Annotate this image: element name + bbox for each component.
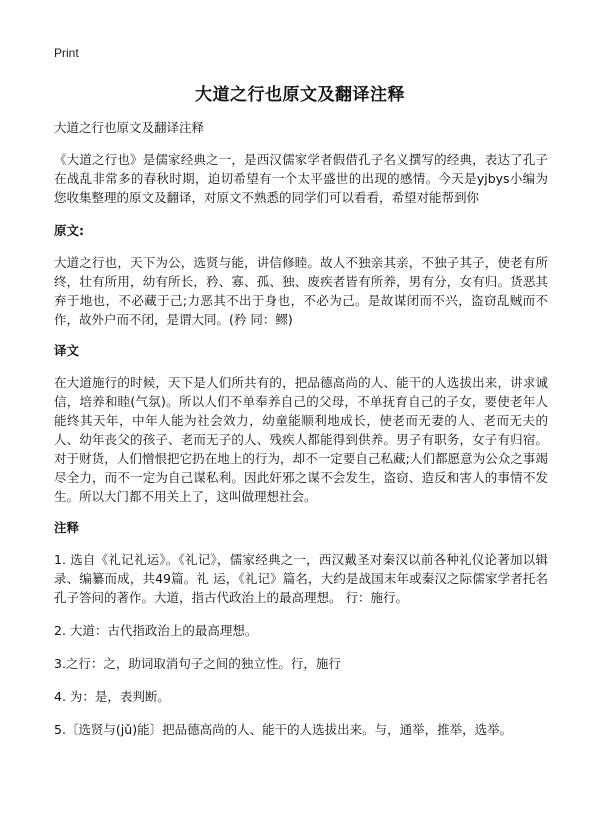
translation-heading: 译文 — [54, 343, 80, 358]
note-item: 5.〔选贤与(jǔ)能〕把品德高尚的人、能干的人选拔出来。与，通举，推举，选举。 — [54, 722, 513, 737]
note-item: 4. 为：是，表判断。 — [54, 689, 170, 704]
document-subtitle: 大道之行也原文及翻译注释 — [54, 120, 205, 135]
original-text: 大道之行也，天下为公，选贤与能，讲信修睦。故人不独亲其亲，不独子其子，使老有所终，壮有所用，幼有所长，矜、寡、孤、独、废疾者皆有所养，男有分，女有归。货恶其弃于地也，不必藏于己;力恶其不出于身也，不必为己。是故谋闭而不兴，盗窃乱贼而不作，故外户而不闭，是谓大同。(矜 同：鳏) — [54, 255, 548, 327]
note-item: 3.之行：之，助词取消句子之间的独立性。行，施行 — [54, 656, 341, 671]
intro-paragraph: 《大道之行也》是儒家经典之一，是西汉儒家学者假借孔子名义撰写的经典，表达了孔子在战乱非常多的春秋时期，迫切希望有一个太平盛世的出现的感情。今天是yjbys小编为您收集整理的原文及翻译，对原文不熟悉的同学们可以看看，希望对能帮到你 — [54, 152, 548, 205]
notes-heading: 注释 — [54, 520, 80, 535]
document-body — [54, 118, 548, 753]
original-heading: 原文: — [54, 223, 84, 238]
print-link[interactable]: Print — [54, 46, 79, 60]
note-item: 2. 大道：古代指政治上的最高理想。 — [54, 623, 258, 638]
page-title: 大道之行也原文及翻译注释 — [195, 85, 405, 105]
translation-text: 在大道施行的时候，天下是人们所共有的，把品德高尚的人、能干的人选拔出来，讲求诚信，培养和睦(气氛)。所以人们不单奉养自己的父母，不单抚育自己的子女，要使老年人能终其天年，中年人能为社会效力，幼童能顺利地成长，使老而无妻的人、老而无夫的人、幼年丧父的孩子、老而无子的人、残疾人都能得到供养。男子有职务，女子有归宿。对于财货，人们憎恨把它扔在地上的行为，却不一定要自己私藏;人们都愿意为公众之事竭尽全力，而不一定为自己谋私利。因此奸邪之谋不会发生，盗窃、造反和害人的事情不发生。所以大门都不用关上了，这叫做理想社会。 — [54, 375, 548, 504]
note-item: 1. 选自《礼记礼运》。《礼记》，儒家经典之一，西汉戴圣对秦汉以前各种礼仪论著加以辑录、编纂而成，共49篇。礼 运，《礼记》篇名，大约是战国末年或秦汉之际儒家学者托名孔子答问的著作。大道，指古代政治上的最高理想。 行：施行。 — [54, 552, 548, 605]
